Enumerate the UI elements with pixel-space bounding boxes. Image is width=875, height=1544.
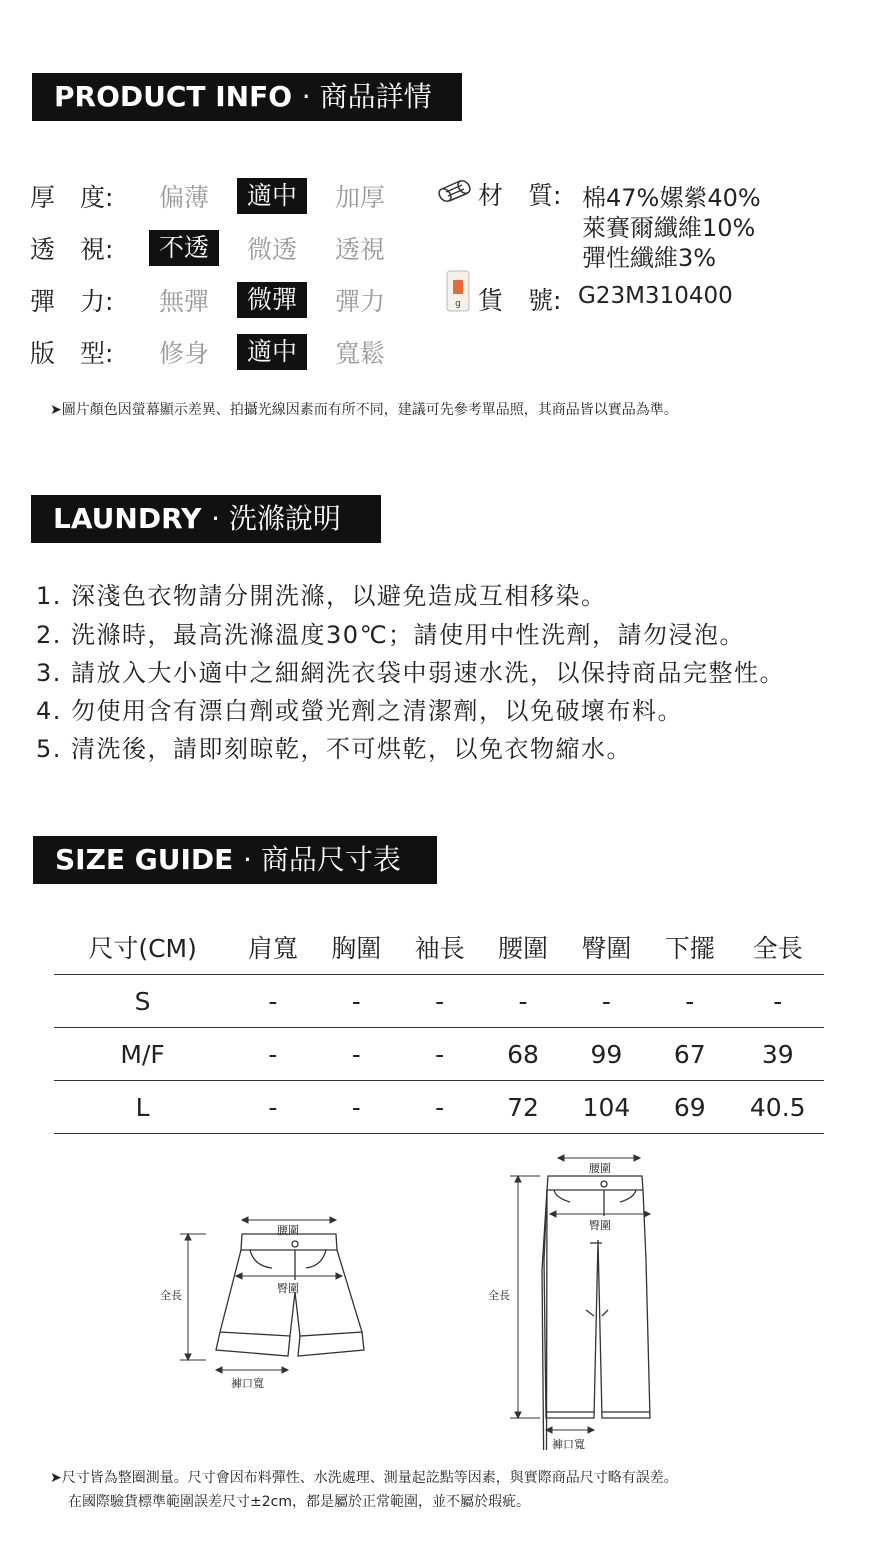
attribute-option-selected: 適中	[237, 178, 307, 214]
attribute-option: 透視	[334, 235, 385, 264]
attribute-option: 彈力	[334, 287, 385, 316]
attribute-option: 偏薄	[158, 183, 209, 212]
size-note-1: ➤尺寸皆為整圈測量。尺寸會因布料彈性、水洗處理、測量起訖點等因素，與實際商品尺寸略有誤差。	[50, 1470, 678, 1486]
title-zh: · 洗滌說明	[211, 502, 341, 535]
shorts-waist-label: 腰圍	[277, 1224, 299, 1237]
attribute-row	[30, 176, 404, 216]
pants-length-label: 全長	[488, 1289, 510, 1302]
material-line-2: 萊賽爾纖維10%	[582, 214, 756, 242]
laundry-item: 4. 勿使用含有漂白劑或螢光劑之清潔劑，以免破壞布料。	[36, 697, 684, 725]
table-cell: 68	[481, 1028, 564, 1081]
attribute-option: 無彈	[158, 287, 209, 316]
laundry-item: 3. 請放入大小適中之細網洗衣袋中弱速水洗，以保持商品完整性。	[36, 659, 786, 687]
table-cell: 99	[565, 1028, 648, 1081]
table-cell: -	[731, 975, 824, 1028]
attribute-option-selected: 適中	[237, 334, 307, 370]
table-cell: -	[648, 975, 731, 1028]
size-column-header: 胸圍	[315, 920, 398, 975]
size-column-header: 下擺	[648, 920, 731, 975]
laundry-item: 5. 清洗後，請即刻晾乾，不可烘乾，以免衣物縮水。	[36, 735, 633, 763]
attribute-option: 加厚	[334, 183, 385, 212]
table-cell: -	[231, 1081, 314, 1134]
attribute-option: 寬鬆	[334, 339, 385, 368]
table-row	[54, 975, 824, 1028]
table-cell: -	[315, 1081, 398, 1134]
table-cell: -	[481, 975, 564, 1028]
attribute-option-selected: 不透	[149, 230, 219, 266]
title-en: PRODUCT INFO	[54, 80, 293, 113]
table-row	[54, 1081, 824, 1134]
shorts-diagram	[150, 1210, 380, 1390]
laundry-item: 1. 深淺色衣物請分開洗滌，以避免造成互相移染。	[36, 582, 607, 610]
table-cell: 72	[481, 1081, 564, 1134]
attribute-row	[30, 228, 404, 268]
laundry-title	[31, 495, 381, 543]
title-zh: · 商品尺寸表	[243, 843, 401, 876]
pants-waist-label: 腰圍	[589, 1162, 611, 1175]
sku-value: G23M310400	[578, 283, 733, 309]
tag-icon	[446, 270, 472, 312]
table-cell: -	[398, 1081, 481, 1134]
product-note: ➤圖片顏色因螢幕顯示差異、拍攝光線因素而有所不同，建議可先參考單品照，其商品皆以實品為準。	[50, 402, 678, 418]
laundry-item: 2. 洗滌時，最高洗滌溫度30℃；請使用中性洗劑，請勿浸泡。	[36, 621, 746, 649]
table-cell: 69	[648, 1081, 731, 1134]
pants-hem-label: 褲口寬	[552, 1438, 585, 1451]
table-cell: -	[398, 975, 481, 1028]
attribute-option-selected: 微彈	[237, 282, 307, 318]
table-cell: -	[231, 1028, 314, 1081]
table-cell: -	[565, 975, 648, 1028]
svg-text:g: g	[455, 299, 461, 309]
title-zh: · 商品詳情	[301, 80, 432, 113]
size-column-header: 尺寸(CM)	[54, 920, 231, 975]
material-line-3: 彈性纖維3%	[582, 244, 717, 272]
table-cell: 104	[565, 1081, 648, 1134]
table-cell: 40.5	[731, 1081, 824, 1134]
attribute-key: 厚 度:	[30, 183, 114, 212]
table-cell: -	[398, 1028, 481, 1081]
material-label: 材 質:	[478, 181, 562, 210]
table-cell: S	[54, 975, 231, 1028]
table-cell: L	[54, 1081, 231, 1134]
table-cell: -	[315, 975, 398, 1028]
size-table	[54, 920, 824, 1134]
table-cell: 67	[648, 1028, 731, 1081]
attribute-row	[30, 332, 404, 372]
table-cell: -	[231, 975, 314, 1028]
title-en: SIZE GUIDE	[55, 843, 234, 876]
attribute-row	[30, 280, 404, 320]
shorts-hip-label: 臀圍	[277, 1282, 299, 1295]
product-info-title	[32, 73, 462, 121]
attribute-key: 透 視:	[30, 235, 114, 264]
size-note-2: 在國際驗貨標準範圍誤差尺寸±2cm，都是屬於正常範圍，並不屬於瑕疵。	[68, 1494, 530, 1510]
size-column-header: 臀圍	[565, 920, 648, 975]
table-cell: -	[315, 1028, 398, 1081]
material-line-1: 棉47%嫘縈40%	[582, 184, 761, 212]
size-column-header: 肩寬	[231, 920, 314, 975]
size-table-header	[54, 920, 824, 975]
attribute-key: 版 型:	[30, 339, 114, 368]
attribute-key: 彈 力:	[30, 287, 114, 316]
table-row	[54, 1028, 824, 1081]
table-cell: M/F	[54, 1028, 231, 1081]
title-en: LAUNDRY	[53, 502, 202, 535]
pants-diagram	[490, 1150, 690, 1450]
thread-spool-icon	[437, 178, 473, 204]
size-column-header: 全長	[731, 920, 824, 975]
shorts-hem-label: 褲口寬	[231, 1377, 264, 1390]
size-column-header: 腰圍	[481, 920, 564, 975]
shorts-length-label: 全長	[160, 1289, 182, 1302]
attribute-option: 修身	[158, 339, 209, 368]
size-guide-title	[33, 836, 437, 884]
pants-hip-label: 臀圍	[589, 1219, 611, 1232]
attribute-option: 微透	[246, 235, 297, 264]
table-cell: 39	[731, 1028, 824, 1081]
size-column-header: 袖長	[398, 920, 481, 975]
sku-label: 貨 號:	[478, 286, 562, 315]
